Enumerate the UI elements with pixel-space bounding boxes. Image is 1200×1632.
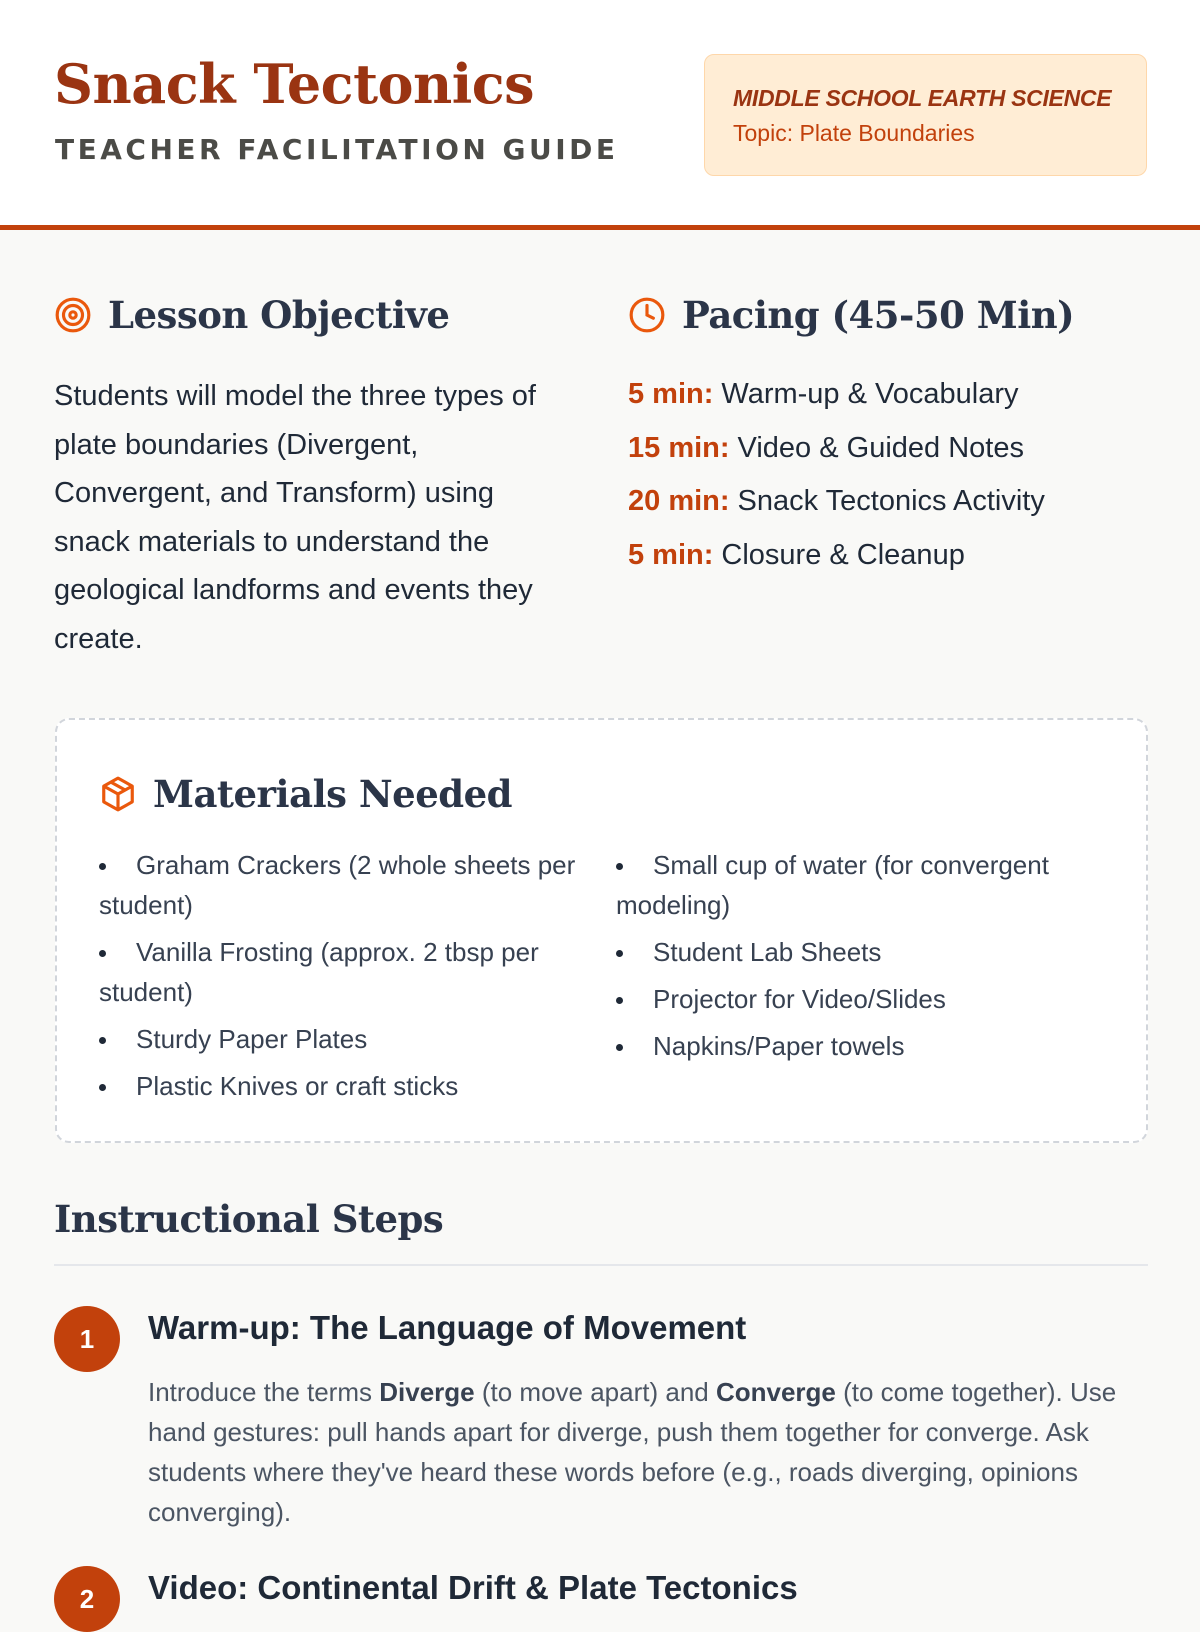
page-title: Snack Tectonics (54, 52, 535, 116)
material-item: Napkins/Paper towels (616, 1026, 1106, 1066)
material-item: Vanilla Frosting (approx. 2 tbsp per student) (99, 932, 577, 1012)
pacing-item (628, 368, 1148, 422)
package-icon (99, 775, 137, 813)
grade-topic-badge (704, 54, 1147, 176)
objective-text: Students will model the three types of plate boundaries (Divergent, Convergent, and Transform) using snack materials to understand the geological landforms and events they create. (54, 380, 536, 655)
pacing-duration: 5 min: (628, 378, 714, 410)
pacing-list (628, 368, 1148, 582)
pacing-label: Warm-up & Vocabulary (721, 378, 1019, 410)
term-diverge: Diverge (379, 1377, 475, 1407)
step-title: Video: Continental Drift & Plate Tectonics (148, 1569, 798, 1606)
page-subtitle: TEACHER FACILITATION GUIDE (55, 133, 619, 166)
material-item: Plastic Knives or craft sticks (99, 1066, 577, 1106)
pacing-item (628, 475, 1148, 529)
materials-heading: Materials Needed (153, 772, 513, 816)
pacing-duration: 20 min: (628, 485, 730, 517)
steps-heading: Instructional Steps (54, 1197, 444, 1241)
target-icon (54, 296, 92, 334)
steps-divider (54, 1264, 1148, 1266)
page-header (0, 0, 1200, 230)
material-item: Projector for Video/Slides (616, 979, 1106, 1019)
materials-card (55, 718, 1148, 1143)
material-item: Sturdy Paper Plates (99, 1019, 577, 1059)
pacing-label: Closure & Cleanup (721, 538, 965, 571)
term-converge: Converge (715, 1377, 836, 1407)
pacing-heading-row (628, 293, 1074, 337)
step-title: Warm-up: The Language of Movement (148, 1309, 747, 1346)
pacing-label: Snack Tectonics Activity (737, 485, 1045, 517)
material-item: Small cup of water (for convergent modeling) (616, 845, 1106, 925)
pacing-item (628, 529, 1148, 583)
badge-grade-level: MIDDLE SCHOOL EARTH SCIENCE (733, 85, 1112, 111)
material-item: Graham Crackers (2 whole sheets per student) (99, 845, 577, 925)
pacing-duration: 15 min: (628, 431, 730, 464)
objective-heading: Lesson Objective (108, 293, 450, 337)
clock-icon (628, 296, 666, 334)
step-number: 2 (54, 1566, 120, 1632)
step-number: 1 (54, 1306, 120, 1372)
badge-topic: Topic: Plate Boundaries (733, 120, 975, 146)
pacing-duration: 5 min: (628, 538, 714, 571)
materials-list-right (616, 845, 1106, 1073)
step-description: Introduce the terms Diverge (to move apart) and Converge (to come together). Use hand gestures: pull hands apart for diverge, push them together for converge. Ask students where they've heard these words before (e.g., roads diverging, opinions converging). (148, 1377, 1117, 1527)
materials-list-left (99, 845, 577, 1113)
objective-heading-row (54, 293, 449, 337)
material-item: Student Lab Sheets (616, 932, 1106, 972)
pacing-heading: Pacing (45-50 Min) (682, 293, 1075, 337)
materials-heading-row (99, 772, 512, 816)
pacing-item (628, 422, 1148, 476)
pacing-label: Video & Guided Notes (737, 431, 1024, 464)
